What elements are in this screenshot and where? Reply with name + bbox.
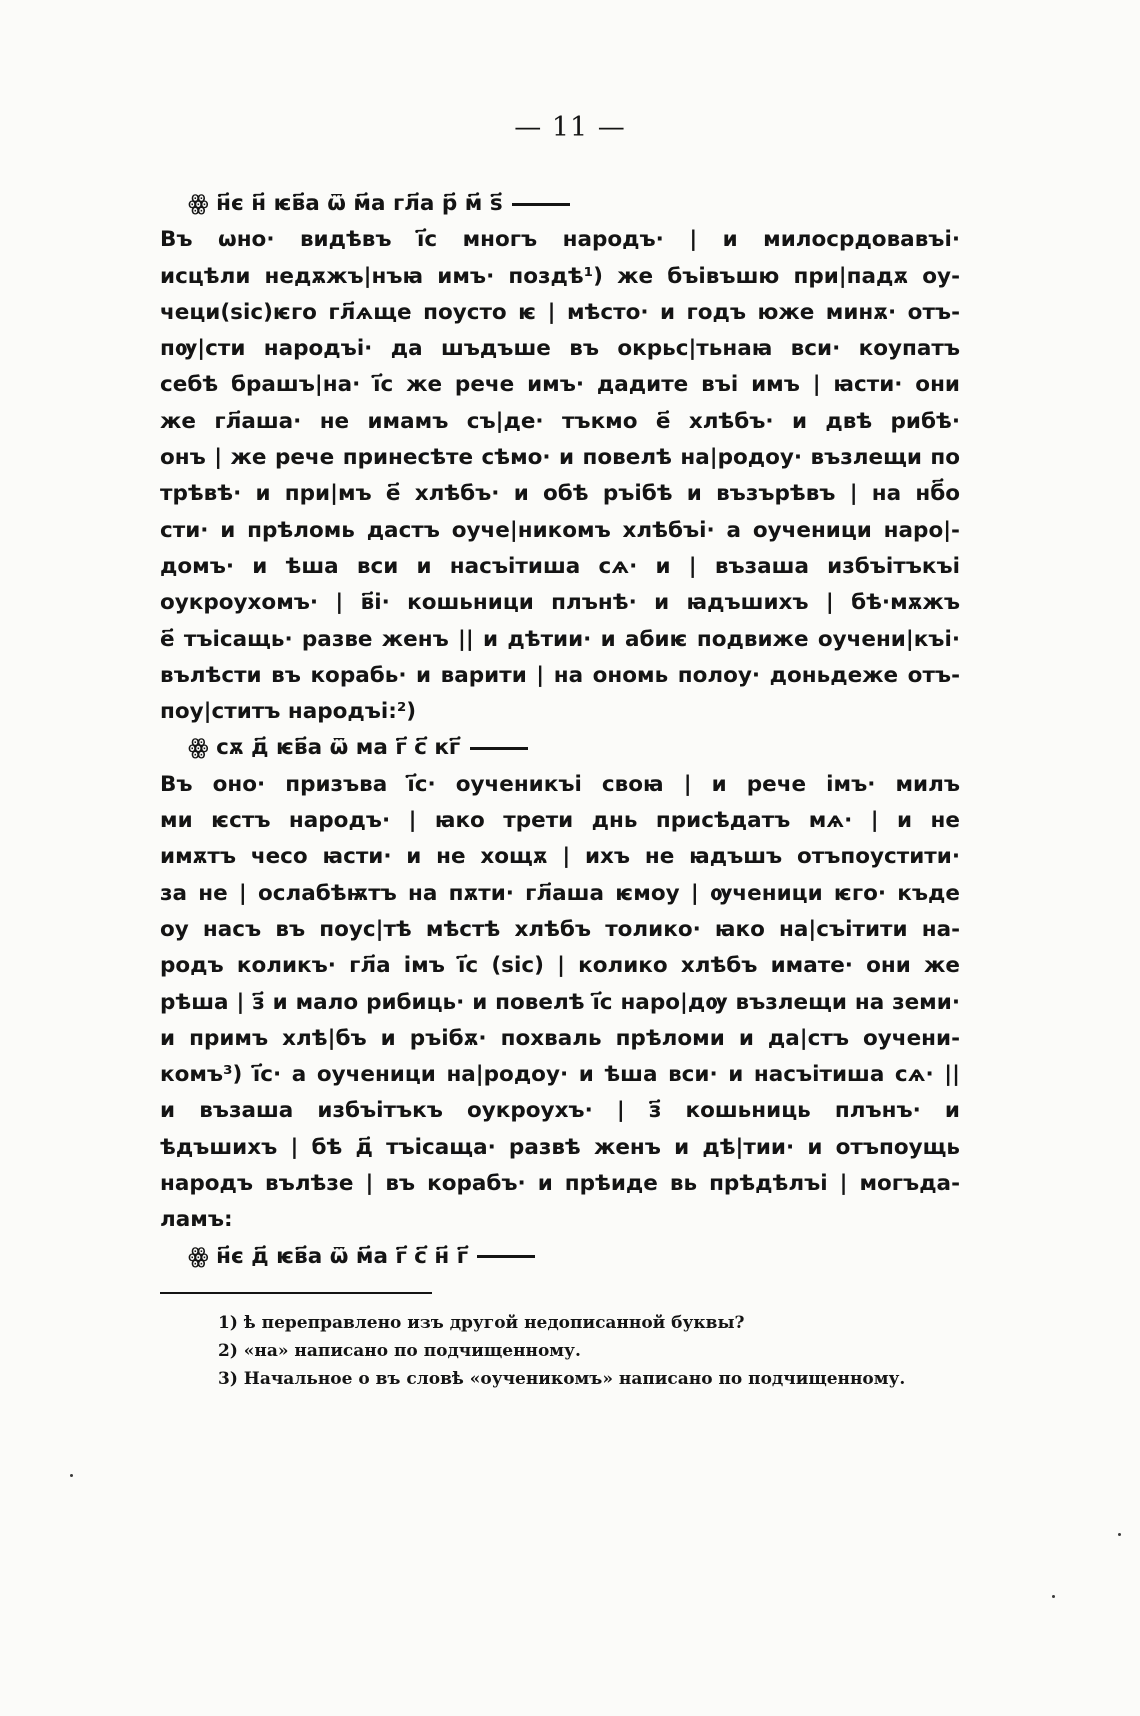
text-line-9: трѣвѣ· и при|мъ е҃ хлѣбъ· и обѣ ръібѣ и възърѣвъ | на нб҃о [160,481,960,507]
heading-rule [512,203,570,206]
text-line-17: Въ оно· призъва і҃с· оученикъі своꙗ | и рече імъ· милъ [160,771,960,797]
heading-rule [477,1255,535,1258]
text-line-22: родъ коликъ· гл҃а імъ і҃с (sic) | колико хлѣбъ имате· они же [160,953,960,979]
footnote-2: 2) «на» написано по подчищенному. [218,1341,581,1361]
lection-heading-3 [160,1239,960,1275]
text-line-7: же гл҃аша· не имамъ съ|де· тъкмо е҃ хлѣбъ· и двѣ рибѣ· [160,408,960,434]
text-line-13: е҃ тъісащь· разве женъ || и дѣтии· и абиѥ подвиже оучени|къі· [160,626,960,652]
lection-heading-2 [160,730,960,766]
text-line-15: поу|ститъ народъі:²) [160,699,417,725]
text-line-23: рѣша | з҃ и мало рибиць· и повелѣ і҃с наро|дѹ възлещи на земи· [160,989,960,1015]
footnotes [218,1309,958,1393]
text-line-25: комъ³) і҃с· а оученици на|родоу· и ѣша вси· и насъітиша сѧ· || [160,1062,960,1088]
text-line-2: Въ ѡно· видѣвъ і҃с многъ народъ· | и милосрдовавъі· [160,227,960,253]
text-line-5: пѹ|сти народъі· да шъдъше въ окрьс|тьнаꙗ вси· коупатъ [160,336,960,362]
text-line-24: и примъ хлѣ|бъ и ръібѫ· похваль прѣломи и да|стъ оучени- [160,1025,960,1051]
footnote-3: 3) Начальное о въ словѣ «оученикомъ» написано по подчищенному. [218,1369,906,1389]
text-line-11: домъ· и ѣша вси и насъітиша сѧ· и | възаша избъітъкъі [160,553,960,579]
heading-rule [470,747,528,750]
paper-speck [1052,1595,1055,1598]
footnote-1: 1) ѣ переправлено изъ другой недописанной буквы? [218,1313,745,1333]
text-line-8: онъ | же рече принесѣте сѣмо· и повелѣ на|родоу· възлещи по [160,445,960,471]
paper-speck [1118,1533,1121,1536]
footnote-divider [160,1292,432,1294]
heading-text: ꙮ н҃є д҃ ѥв҃а ѿ м҃а г҃ с҃ н҃ г҃ [188,1243,468,1269]
text-line-29: ламъ: [160,1207,233,1233]
heading-text: ꙮ сѫ д҃ ѥв҃а ѿ ма г҃ с҃ кг҃ [188,735,461,761]
text-line-6: себѣ брашъ|на· і҃с же рече имъ· дадите въі имъ | ꙗсти· они [160,372,960,398]
text-line-10: сти· и прѣломь дастъ оуче|никомъ хлѣбъі· а оученици наро|- [160,517,960,543]
church-slavonic-text [160,186,960,1275]
page-number: — 11 — [514,112,626,143]
text-line-4: чеци(sic)ѥго гл҃ѧще поусто ѥ | мѣсто· и годъ юже минѫ· отъ- [160,299,960,325]
text-line-12: оукроухомъ· | в҃і· кошьници плънѣ· и ꙗдъшихъ | бѣ·мѫжъ [160,590,960,616]
text-line-18: ми ѥстъ народъ· | ꙗко трети днь присѣдатъ мѧ· | и не [160,808,960,834]
paper-speck [70,1474,73,1477]
text-line-21: оу насъ въ поус|тѣ мѣстѣ хлѣбъ толико· ꙗко на|съітити на- [160,916,960,942]
text-line-19: имѫтъ чесо ꙗсти· и не хощѫ | ихъ не ꙗдъшъ отъпоустити· [160,844,960,870]
text-line-27: ѣдъшихъ | бѣ д҃ тъісаща· развѣ женъ и дѣ|тии· и отъпоущь [160,1134,960,1160]
text-line-20: за не | ослабѣѭтъ на пѫти· гл҃аша ѥмоу | ѹченици ѥго· къде [160,880,960,906]
text-line-3: исцѣли недѫжъ|нъꙗ имъ· поздѣ¹) же бъівъшю при|падѫ оу- [160,263,960,289]
text-line-14: вълѣсти въ корабь· и варити | на ономь полоу· доньдеже отъ- [160,662,960,688]
heading-text: ꙮ н҃є н҃ ѥв҃а ѿ м҃а гл҃а р҃ м҃ ѕ҃ [188,191,503,216]
lection-heading-1 [160,186,960,222]
text-line-26: и възаша избъітъкъ оукроухъ· | з҃ кошьниць плънъ· и [160,1098,960,1124]
text-line-28: народъ вълѣзе | въ корабъ· и прѣиде вь прѣдѣлъі | могъда- [160,1171,960,1197]
